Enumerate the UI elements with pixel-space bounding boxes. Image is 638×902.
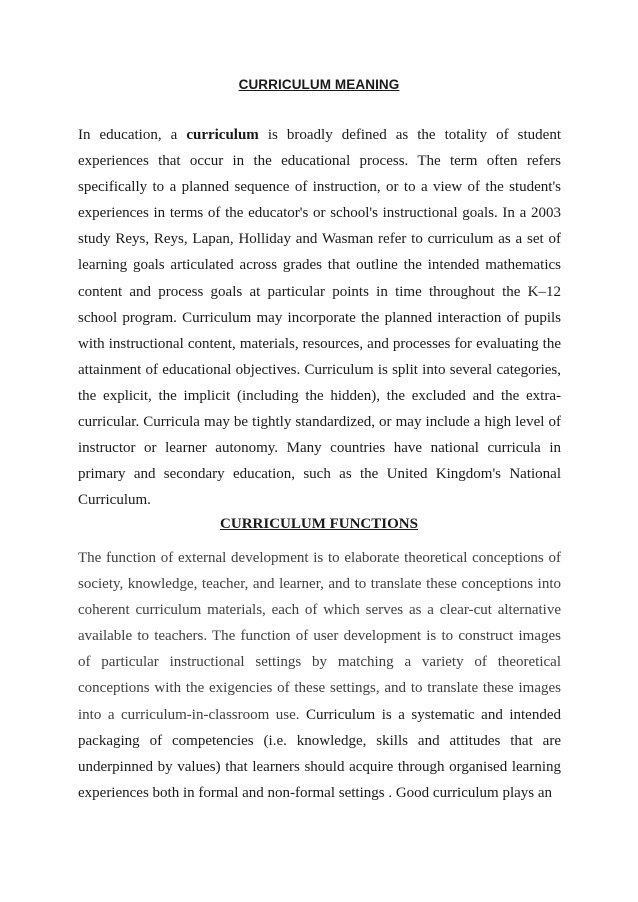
- paragraph-meaning-body: is broadly defined as the totality of student experiences that occur in the educational process. The term often refers specifically to a planned sequence of instruction, or to a view of the student's experiences in terms of the educator's or school's instructional goals. In a 2003 study Reys, Reys, Lapan, Holliday and Wasman refer to curriculum as a set of learning goals articulated across grades that outline the intended mathematics content and process goals at particular points in time throughout the K–12 school program. Curriculum may incorporate the planned interaction of pupils with instructional content, materials, resources, and processes for evaluating the attainment of educational objectives. Curriculum is split into several categories, the explicit, the implicit (including the hidden), the excluded and the extra-curricular. Curricula may be tightly standardized, or may include a high level of instructor or learner autonomy. Many countries have national curricula in primary and secondary education, such as the United Kingdom's National Curriculum.: [78, 127, 561, 509]
- paragraph-functions-body: The function of external development is to elaborate theoretical conceptions of society, knowledge, teacher, and learner, and to translate these conceptions into coherent curriculum materials, each of which serves as a clear-cut alternative available to teachers. The function of user development is to construct images of particular instructional settings by matching a variety of theoretical conceptions with the exigencies of these settings, and to translate these images into a curriculum-in-classroom use.: [78, 550, 561, 723]
- paragraph-functions: [78, 545, 561, 806]
- paragraph-functions-tail: Curriculum is a systematic and intended packaging of competencies (i.e. knowledge, skills and attitudes that are underpinned by values) that learners should acquire through organised learning experiences both in formal and non-formal settings . Good curriculum plays an: [78, 706, 561, 801]
- keyword-curriculum: curriculum: [186, 127, 259, 143]
- paragraph-meaning-lead: In education, a: [78, 127, 187, 143]
- heading-curriculum-meaning: CURRICULUM MEANING: [238, 77, 400, 92]
- paragraph-meaning: [78, 122, 561, 513]
- heading-curriculum-functions: CURRICULUM FUNCTIONS: [220, 516, 418, 532]
